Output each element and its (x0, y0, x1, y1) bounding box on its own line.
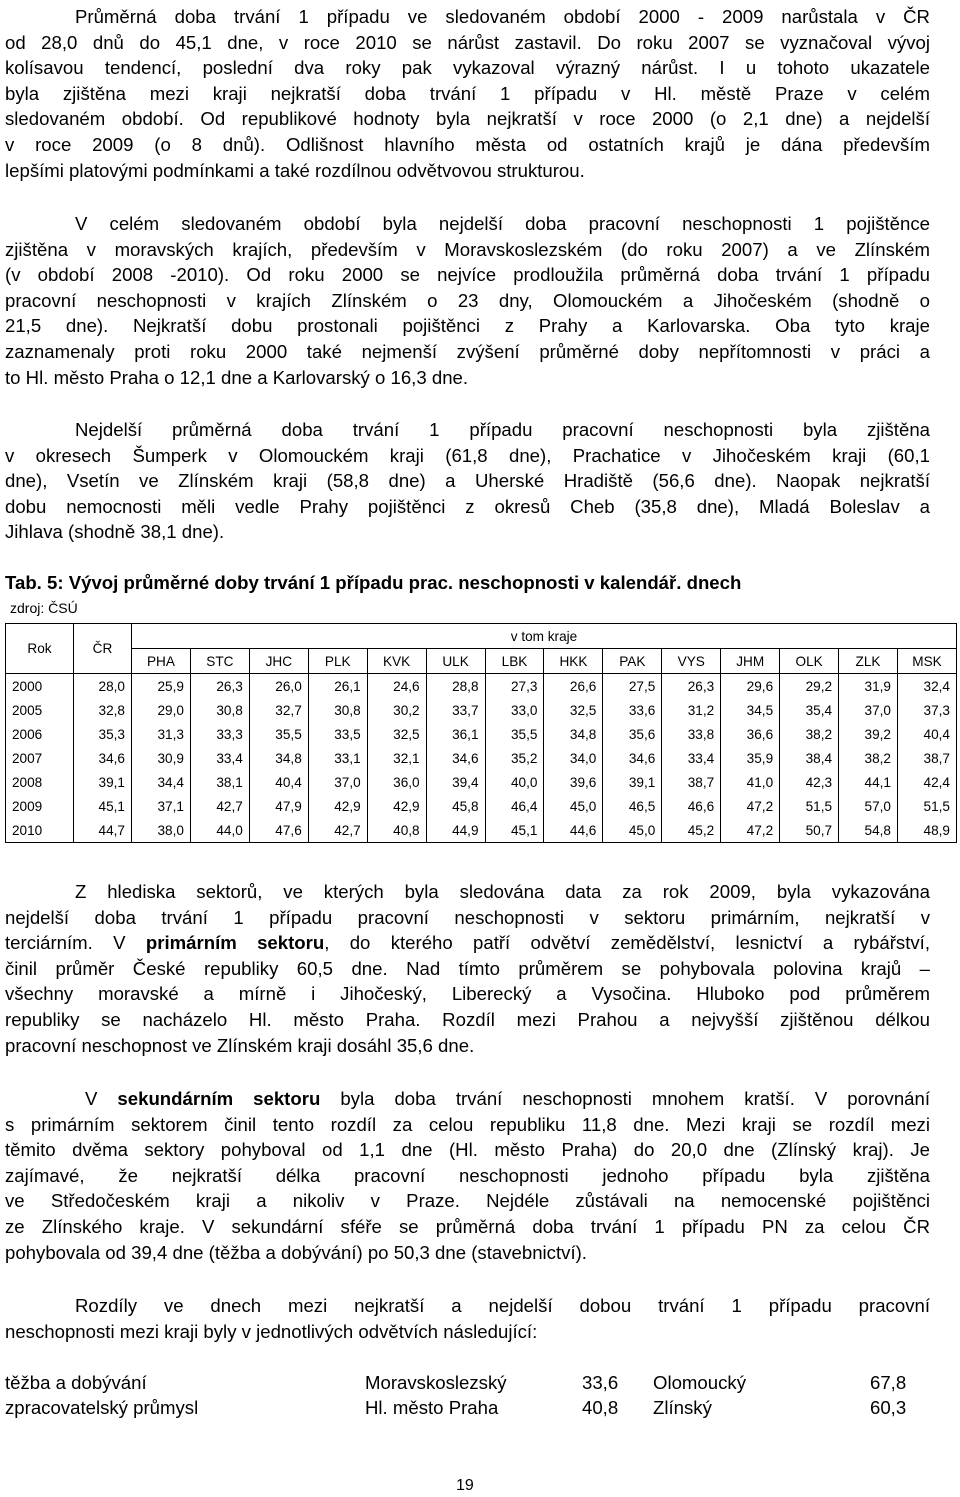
region-header: HKK (544, 649, 603, 674)
cr-value-cell: 39,1 (74, 770, 132, 794)
paragraph-line: pohybovala od 39,4 dne (těžba a dobývání) po 50,3 dne (stavebnictví). (5, 1241, 587, 1263)
table-row (6, 818, 957, 843)
region-value-cell: 42,7 (308, 818, 367, 843)
sector-max-region: Olomoucký (653, 1372, 746, 1393)
region-value-cell: 45,2 (662, 818, 721, 843)
region-value-cell: 39,2 (839, 722, 898, 746)
year-cell: 2009 (6, 794, 74, 818)
region-value-cell: 45,0 (544, 794, 603, 818)
region-value-cell: 34,6 (426, 746, 485, 770)
region-value-cell: 36,6 (721, 722, 780, 746)
bold-term: primárním sektoru (145, 932, 325, 954)
region-value-cell: 38,7 (662, 770, 721, 794)
cr-value-cell: 45,1 (74, 794, 132, 818)
region-value-cell: 40,8 (367, 818, 426, 843)
region-header: STC (190, 649, 249, 674)
year-cell: 2006 (6, 722, 74, 746)
region-value-cell: 33,1 (308, 746, 367, 770)
region-header: KVK (367, 649, 426, 674)
region-value-cell: 35,4 (780, 698, 839, 722)
sector-max-region: Zlínský (653, 1397, 712, 1418)
region-value-cell: 47,6 (249, 818, 308, 843)
region-header: PLK (308, 649, 367, 674)
sector-min-region: Hl. město Praha (365, 1397, 499, 1418)
year-cell: 2005 (6, 698, 74, 722)
page-number: 19 (456, 1477, 474, 1494)
region-value-cell: 45,8 (426, 794, 485, 818)
column-header-year: Rok (6, 624, 74, 674)
paragraph-line: , do kterého patří odvětví zemědělství, lesnictví a rybářství, (324, 932, 931, 954)
year-cell: 2000 (6, 674, 74, 699)
paragraph-line: pracovní neschopnosti v krajích Zlínském o 23 dny, Olomouckém a Jihočeském (shodně o (5, 289, 930, 311)
region-value-cell: 39,6 (544, 770, 603, 794)
region-value-cell: 26,0 (249, 674, 308, 699)
year-cell: 2007 (6, 746, 74, 770)
region-value-cell: 31,2 (662, 698, 721, 722)
cr-value-cell: 44,7 (74, 818, 132, 843)
region-value-cell: 40,4 (897, 722, 956, 746)
region-value-cell: 34,8 (249, 746, 308, 770)
region-value-cell: 26,3 (190, 674, 249, 699)
region-header: JHM (721, 649, 780, 674)
region-value-cell: 40,4 (249, 770, 308, 794)
paragraph-line: pracovní neschopnost ve Zlínském kraji dosáhl 35,6 dne. (5, 1034, 475, 1056)
paragraph-line: s primárním sektorem činil tento rozdíl za celou republiku 11,8 dne. Mezi kraji se rozdíl mezi (5, 1113, 930, 1135)
region-value-cell: 38,2 (839, 746, 898, 770)
table-row (6, 722, 957, 746)
paragraph-line: neschopnosti mezi kraji byly v jednotlivých odvětvích následující: (5, 1320, 538, 1342)
region-value-cell: 42,3 (780, 770, 839, 794)
region-header: LBK (485, 649, 544, 674)
region-value-cell: 34,0 (544, 746, 603, 770)
table-title: Tab. 5: Vývoj průměrné doby trvání 1 případu prac. neschopnosti v kalendář. dnech (5, 572, 742, 593)
sector-row (5, 1395, 945, 1420)
paragraph-line: ze Zlínského kraje. V sekundární sféře se průměrná doba trvání 1 případu PN za celou ČR (5, 1215, 930, 1237)
sector-min-value: 40,8 (582, 1397, 619, 1418)
region-value-cell: 26,1 (308, 674, 367, 699)
paragraph-line: republiky se nacházelo Hl. město Praha. Rozdíl mezi Prahou a nejvyšší zjištěnou délkou (5, 1008, 930, 1030)
paragraph-2 (5, 211, 930, 390)
region-header: OLK (780, 649, 839, 674)
region-header: ZLK (839, 649, 898, 674)
region-value-cell: 36,1 (426, 722, 485, 746)
region-value-cell: 32,1 (367, 746, 426, 770)
region-value-cell: 42,9 (367, 794, 426, 818)
paragraph-4 (5, 879, 930, 1058)
region-value-cell: 46,6 (662, 794, 721, 818)
paragraph-line: terciárním. V (5, 932, 126, 954)
region-value-cell: 44,6 (544, 818, 603, 843)
sector-max-value: 67,8 (870, 1372, 907, 1393)
region-header: VYS (662, 649, 721, 674)
paragraph-line: všechny moravské a mírně i Jihočeský, Liberecký a Vysočina. Hluboko pod průměrem (5, 983, 930, 1005)
paragraph-line: Rozdíly ve dnech mezi nejkratší a nejdelší dobou trvání 1 případu pracovní (75, 1295, 930, 1316)
paragraph-line: dobu nemocnosti měli vedle Prahy pojištěnci z okresů Cheb (35,8 dne), Mladá Boleslav a (5, 495, 930, 517)
paragraph-line: lepšími platovými podmínkami a také rozdílnou odvětvovou strukturou. (5, 159, 585, 181)
region-value-cell: 33,4 (190, 746, 249, 770)
region-value-cell: 47,2 (721, 818, 780, 843)
region-header: PHA (132, 649, 191, 674)
table-row (6, 794, 957, 818)
region-value-cell: 51,5 (897, 794, 956, 818)
region-value-cell: 33,7 (426, 698, 485, 722)
paragraph-line: 21,5 dne). Nejkratší dobu prostonali pojištěnci z Prahy a Karlovarska. Oba tyto kraje (5, 315, 930, 337)
region-value-cell: 42,7 (190, 794, 249, 818)
paragraph-line: od 28,0 dnů do 45,1 dne, v roce 2010 se nárůst zastavil. Do roku 2007 se vyznačoval vývoj (5, 31, 930, 53)
paragraph-line: činil průměr České republiky 60,5 dne. Nad tímto průměrem se pohybovala polovina krajů – (5, 957, 930, 979)
region-value-cell: 57,0 (839, 794, 898, 818)
region-value-cell: 33,3 (190, 722, 249, 746)
region-value-cell: 33,6 (603, 698, 662, 722)
cr-value-cell: 32,8 (74, 698, 132, 722)
region-value-cell: 51,5 (780, 794, 839, 818)
region-value-cell: 33,8 (662, 722, 721, 746)
region-value-cell: 25,9 (132, 674, 191, 699)
region-value-cell: 30,9 (132, 746, 191, 770)
region-value-cell: 32,7 (249, 698, 308, 722)
region-value-cell: 30,2 (367, 698, 426, 722)
sector-name: těžba a dobývání (5, 1372, 147, 1393)
region-value-cell: 28,8 (426, 674, 485, 699)
region-value-cell: 41,0 (721, 770, 780, 794)
region-value-cell: 38,4 (780, 746, 839, 770)
sector-row (5, 1370, 945, 1395)
region-value-cell: 37,0 (839, 698, 898, 722)
paragraph-6 (5, 1293, 930, 1344)
paragraph-line: Nejdelší průměrná doba trvání 1 případu pracovní neschopnosti byla zjištěna (75, 419, 930, 440)
paragraph-line: V celém sledovaném období byla nejdelší doba pracovní neschopnosti 1 pojištěnce (75, 213, 930, 234)
region-value-cell: 42,9 (308, 794, 367, 818)
cr-value-cell: 34,6 (74, 746, 132, 770)
region-value-cell: 24,6 (367, 674, 426, 699)
paragraph-5 (5, 1086, 930, 1265)
cr-value-cell: 28,0 (74, 674, 132, 699)
region-value-cell: 26,6 (544, 674, 603, 699)
region-value-cell: 31,3 (132, 722, 191, 746)
region-value-cell: 34,5 (721, 698, 780, 722)
region-value-cell: 47,2 (721, 794, 780, 818)
paragraph-line: V (85, 1088, 98, 1109)
region-value-cell: 35,2 (485, 746, 544, 770)
column-header-cr: ČR (74, 624, 132, 674)
region-value-cell: 47,9 (249, 794, 308, 818)
region-value-cell: 45,1 (485, 818, 544, 843)
paragraph-line: nejdelší doba trvání 1 případu pracovní neschopnosti v sektoru primárním, nejkratší v (5, 906, 930, 928)
region-header: ULK (426, 649, 485, 674)
region-value-cell: 27,3 (485, 674, 544, 699)
table-row (6, 770, 957, 794)
region-value-cell: 29,2 (780, 674, 839, 699)
paragraph-line: zajímavé, že nejkratší délka pracovní neschopnosti jednoho případu byla zjištěna (5, 1164, 930, 1186)
paragraph-line: dne), Vsetín ve Zlínském kraji (58,8 dne) a Uherské Hradiště (56,6 dne). Naopak nejkratší (5, 470, 930, 492)
region-value-cell: 44,1 (839, 770, 898, 794)
region-value-cell: 46,5 (603, 794, 662, 818)
paragraph-line: Průměrná doba trvání 1 případu ve sledovaném období 2000 - 2009 narůstala v ČR (75, 6, 930, 27)
region-value-cell: 54,8 (839, 818, 898, 843)
year-cell: 2010 (6, 818, 74, 843)
region-value-cell: 26,3 (662, 674, 721, 699)
paragraph-3 (5, 417, 930, 545)
region-value-cell: 46,4 (485, 794, 544, 818)
region-value-cell: 39,4 (426, 770, 485, 794)
table-row (6, 698, 957, 722)
region-value-cell: 29,6 (721, 674, 780, 699)
table-row (6, 746, 957, 770)
region-value-cell: 35,6 (603, 722, 662, 746)
region-value-cell: 44,9 (426, 818, 485, 843)
region-value-cell: 37,0 (308, 770, 367, 794)
sector-min-region: Moravskoslezský (365, 1372, 507, 1393)
region-value-cell: 45,0 (603, 818, 662, 843)
region-value-cell: 32,5 (544, 698, 603, 722)
region-value-cell: 48,9 (897, 818, 956, 843)
paragraph-line: byla zjištěna mezi kraji nejkratší doba trvání 1 případu v Hl. městě Praze v celém (5, 82, 930, 104)
year-cell: 2008 (6, 770, 74, 794)
region-value-cell: 40,0 (485, 770, 544, 794)
region-value-cell: 38,0 (132, 818, 191, 843)
paragraph-line: sledovaném období. Od republikové hodnoty byla nejkratší v roce 2000 (o 2,1 dne) a nejdelší (5, 108, 930, 130)
bold-term: sekundárním sektoru (117, 1088, 321, 1109)
paragraph-line: v okresech Šumperk v Olomouckém kraji (61,8 dne), Prachatice v Jihočeském kraji (60,1 (5, 444, 930, 466)
data-table (5, 623, 957, 843)
sector-name: zpracovatelský průmysl (5, 1397, 199, 1418)
region-value-cell: 27,5 (603, 674, 662, 699)
region-value-cell: 35,9 (721, 746, 780, 770)
region-value-cell: 33,0 (485, 698, 544, 722)
sector-min-value: 33,6 (582, 1372, 619, 1393)
region-value-cell: 30,8 (190, 698, 249, 722)
region-value-cell: 30,8 (308, 698, 367, 722)
region-value-cell: 35,5 (485, 722, 544, 746)
region-value-cell: 44,0 (190, 818, 249, 843)
paragraph-line: (v období 2008 -2010). Od roku 2000 se nejvíce prodloužila průměrná doba trvání 1 případu (5, 264, 930, 286)
region-value-cell: 34,8 (544, 722, 603, 746)
paragraph-line: Jihlava (shodně 38,1 dne). (5, 521, 225, 543)
paragraph-line: to Hl. město Praha o 12,1 dne a Karlovarský o 16,3 dne. (5, 366, 469, 388)
paragraph-line: zjištěna v moravských krajích, především v Moravskoslezském (do roku 2007) a ve Zlínském (5, 238, 930, 260)
region-value-cell: 38,7 (897, 746, 956, 770)
region-value-cell: 38,1 (190, 770, 249, 794)
region-value-cell: 33,5 (308, 722, 367, 746)
region-value-cell: 35,5 (249, 722, 308, 746)
table-source: zdroj: ČSÚ (10, 600, 78, 616)
region-value-cell: 32,5 (367, 722, 426, 746)
region-value-cell: 31,9 (839, 674, 898, 699)
region-header: MSK (897, 649, 956, 674)
cr-value-cell: 35,3 (74, 722, 132, 746)
paragraph-line: ve Středočeském kraji a nikoliv v Praze. Nejdéle zůstávali na nemocenské pojištěnci (5, 1190, 930, 1212)
region-value-cell: 37,1 (132, 794, 191, 818)
paragraph-line: kolísavou tendencí, poslední dva roky pak vykazoval výrazný nárůst. I u tohoto ukazatele (5, 57, 930, 79)
sector-max-value: 60,3 (870, 1397, 907, 1418)
column-group-header: v tom kraje (132, 624, 957, 649)
paragraph-line: Z hlediska sektorů, ve kterých byla sledována data za rok 2009, byla vykazována (75, 881, 930, 902)
region-value-cell: 36,0 (367, 770, 426, 794)
region-value-cell: 42,4 (897, 770, 956, 794)
region-header: JHC (249, 649, 308, 674)
region-value-cell: 50,7 (780, 818, 839, 843)
paragraph-line: těmito dvěma sektory pohyboval od 1,1 dne (Hl. město Praha) do 20,0 dne (Zlínský kraj). Je (5, 1139, 930, 1161)
paragraph-line: byla doba trvání neschopnosti mnohem kratší. V porovnání (340, 1088, 931, 1109)
region-value-cell: 33,4 (662, 746, 721, 770)
region-header: PAK (603, 649, 662, 674)
paragraph-line: zaznamenaly proti roku 2000 také nejmenší zvýšení průměrné doby nepřítomnosti v práci a (5, 340, 930, 362)
paragraph-line: v roce 2009 (o 8 dnů). Odlišnost hlavního města od ostatních krajů je dána především (5, 133, 930, 155)
region-value-cell: 34,4 (132, 770, 191, 794)
region-value-cell: 38,2 (780, 722, 839, 746)
region-value-cell: 34,6 (603, 746, 662, 770)
region-value-cell: 29,0 (132, 698, 191, 722)
paragraph-1 (5, 4, 930, 183)
region-value-cell: 37,3 (897, 698, 956, 722)
region-header-row (6, 649, 957, 674)
region-value-cell: 32,4 (897, 674, 956, 699)
table-row (6, 674, 957, 699)
sector-list (5, 1370, 945, 1420)
region-value-cell: 39,1 (603, 770, 662, 794)
table-body (6, 674, 957, 843)
